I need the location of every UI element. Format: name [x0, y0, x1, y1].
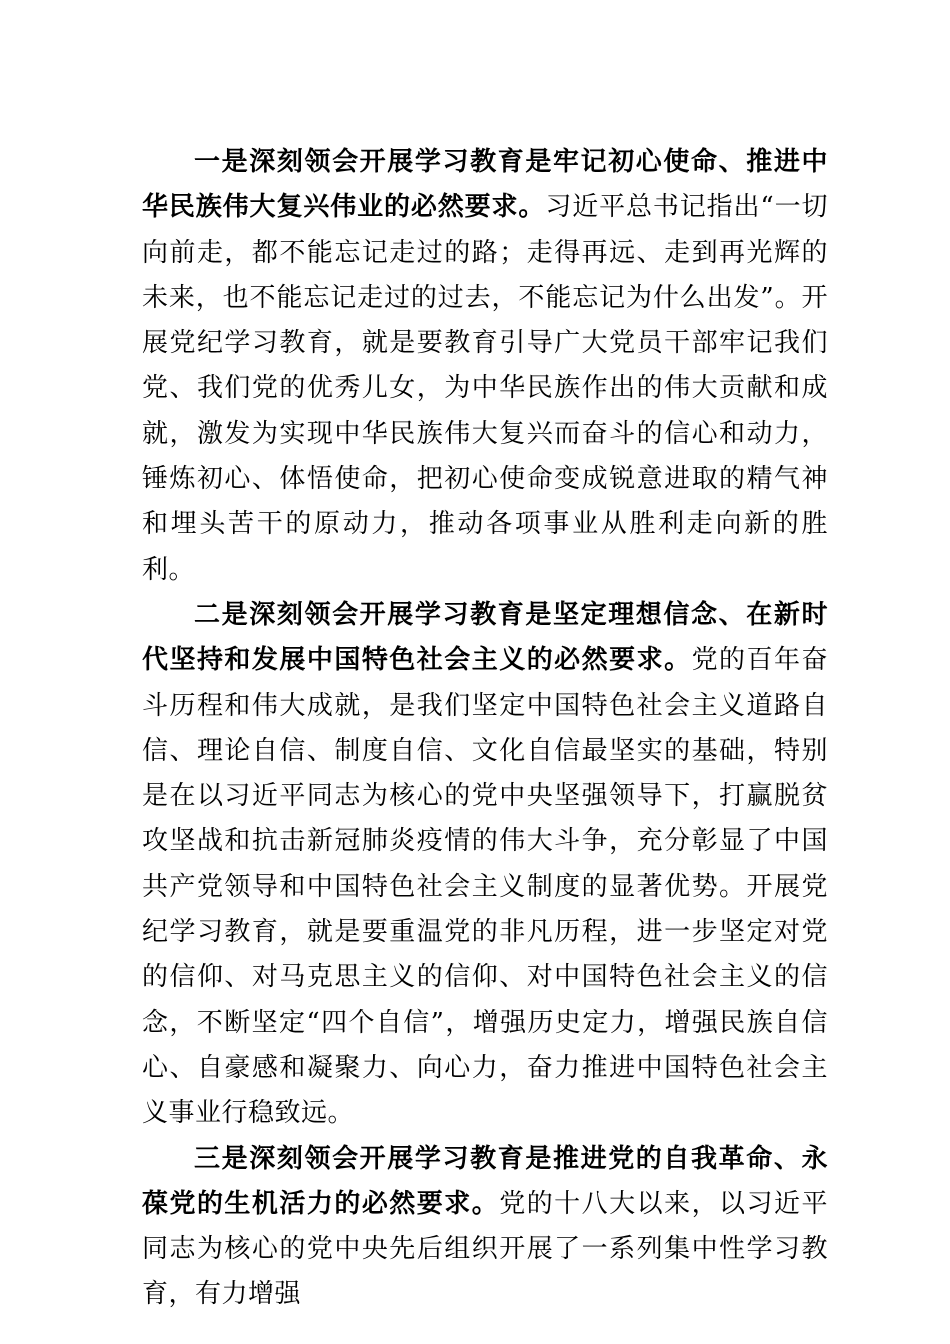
paragraph-3-lead: 三是深刻领会开展学习教育是推进党的自我革命、永葆党的生机活力的必然要求。	[142, 1143, 828, 1219]
paragraph-3	[142, 1137, 828, 1318]
paragraph-3-body: 党的十八大以来，以习近平同志为核心的党中央先后组织开展了一系列集中性学习教育，有力增强	[142, 1188, 828, 1310]
paragraph-2-body: 党的百年奋斗历程和伟大成就，是我们坚定中国特色社会主义道路自信、理论自信、制度自信、文化自信最坚实的基础，特别是在以习近平同志为核心的党中央坚强领导下，打赢脱贫攻坚战和抗击新冠肺炎疫情的伟大斗争，充分彰显了中国共产党领导和中国特色社会主义制度的显著优势。开展党纪学习教育，就是要重温党的非凡历程，进一步坚定对党的信仰、对马克思主义的信仰、对中国特色社会主义的信念，不断坚定“四个自信”，增强历史定力，增强民族自信心、自豪感和凝聚力、向心力，奋力推进中国特色社会主义事业行稳致远。	[142, 645, 828, 1129]
paragraph-1-body: 习近平总书记指出“一切向前走，都不能忘记走过的路；走得再远、走到再光辉的未来，也不能忘记走过的过去，不能忘记为什么出发”。开展党纪学习教育，就是要教育引导广大党员干部牢记我们党、我们党的优秀儿女，为中华民族作出的伟大贡献和成就，激发为实现中华民族伟大复兴而奋斗的信心和动力，锤炼初心、体悟使命，把初心使命变成锐意进取的精气神和埋头苦干的原动力，推动各项事业从胜利走向新的胜利。	[142, 192, 828, 585]
paragraph-1	[142, 140, 828, 593]
document-body	[142, 140, 828, 1318]
paragraph-2	[142, 593, 828, 1137]
paragraph-1-lead: 一是深刻领会开展学习教育是牢记初心使命、推进中华民族伟大复兴伟业的必然要求。	[142, 147, 828, 223]
paragraph-2-lead: 二是深刻领会开展学习教育是坚定理想信念、在新时代坚持和发展中国特色社会主义的必然要求。	[142, 599, 828, 676]
